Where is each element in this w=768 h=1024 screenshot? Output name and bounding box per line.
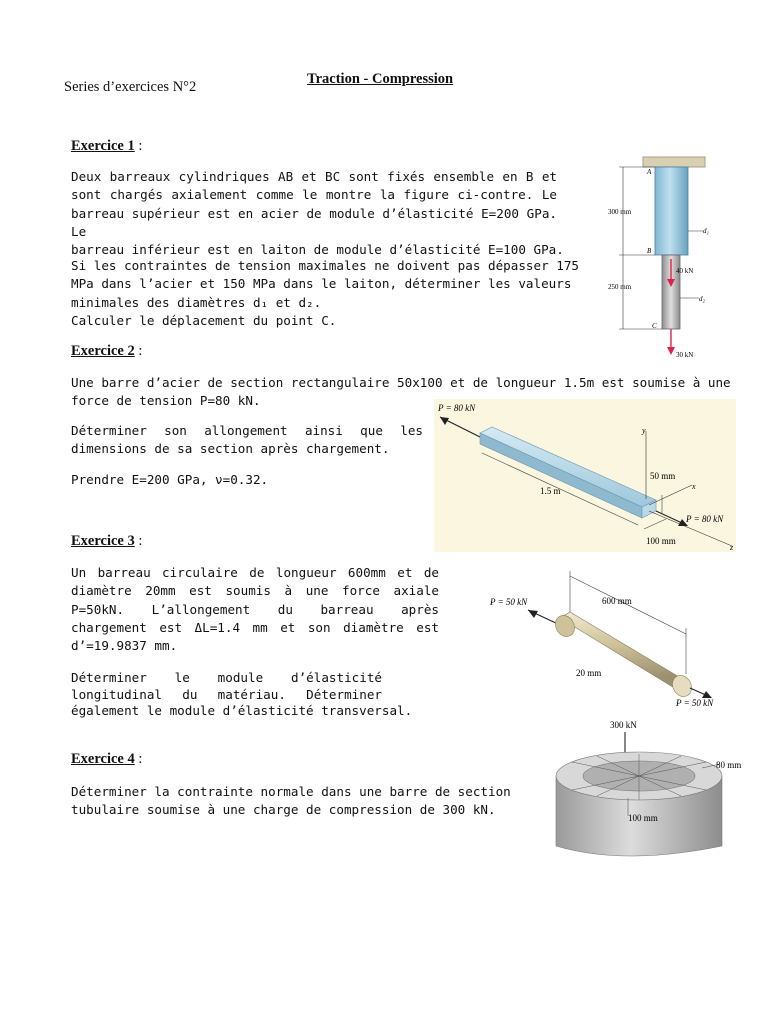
figure-tubular-section-drawing bbox=[552, 716, 742, 856]
outer-dim-label: 100 mm bbox=[628, 813, 658, 823]
inner-dim-label: 80 mm bbox=[716, 760, 742, 770]
exercise-2-heading bbox=[71, 343, 142, 360]
axis-y-label: y bbox=[642, 426, 646, 435]
dim-ab-label: 300 mm bbox=[608, 208, 632, 216]
exercise-2-heading-text: Exercice 2 bbox=[71, 343, 135, 359]
figure-stepped-bar bbox=[607, 155, 717, 360]
text-line: minimales des diamètres d₁ et d₂. bbox=[71, 294, 322, 310]
text-line: barreau supérieur est en acier de module d’élasticité E=200 GPa. Le bbox=[71, 205, 557, 239]
dim-bc-label: 250 mm bbox=[608, 283, 632, 291]
length-label: 600 mm bbox=[602, 596, 632, 606]
text-line: force de tension P=80 kN. bbox=[71, 393, 261, 409]
series-label: Series d’exercices N°2 bbox=[64, 79, 197, 95]
figure-stepped-bar-drawing bbox=[607, 155, 717, 360]
figure-round-bar-drawing bbox=[486, 568, 738, 710]
figure-rectangular-bar-drawing bbox=[434, 399, 736, 552]
load-left-label: P = 80 kN bbox=[438, 403, 476, 413]
exercise-1-heading bbox=[71, 138, 142, 155]
text-line: Si les contraintes de tension maximales ne doivent pas dépasser 175 bbox=[71, 258, 579, 273]
text-line: également le module d’élasticité transversal. bbox=[71, 703, 413, 718]
exercise-1-paragraph-1 bbox=[71, 168, 564, 259]
load-label: 300 kN bbox=[610, 720, 637, 730]
text-line: P=50kN. L’allongement du barreau après bbox=[71, 601, 439, 617]
exercise-2-paragraph-2 bbox=[71, 471, 371, 489]
load-right-label: P = 80 kN bbox=[686, 514, 724, 524]
load-b-label: 40 kN bbox=[676, 267, 694, 275]
text-line: MPa dans l’acier et 150 MPa dans le laiton, déterminer les valeurs bbox=[71, 276, 572, 292]
text-line: Calculer le déplacement du point C. bbox=[71, 312, 337, 328]
load-c-label: 30 kN bbox=[676, 351, 694, 359]
length-label: 1.5 m bbox=[540, 486, 561, 496]
exercise-1-paragraph-2 bbox=[71, 257, 579, 330]
diameter-label: 20 mm bbox=[576, 668, 602, 678]
text-line: Déterminer son allongement ainsi que les bbox=[71, 423, 423, 438]
exercise-4-heading bbox=[71, 751, 142, 768]
point-c-label: C bbox=[652, 322, 657, 330]
text-line: barreau inférieur est en laiton de module d’élasticité E=100 GPa. bbox=[71, 242, 564, 258]
exercise-2-heading-colon: : bbox=[134, 343, 143, 359]
text-line: Un barreau circulaire de longueur 600mm et de bbox=[71, 565, 439, 580]
bar-ab bbox=[655, 167, 688, 255]
figure-tubular-section bbox=[552, 716, 742, 856]
text-line: Déterminer la contrainte normale dans une barre de section bbox=[71, 784, 511, 799]
text-line: diamètre 20mm est soumis à une force axiale bbox=[71, 583, 439, 599]
text-line: Déterminer le module d’élasticité bbox=[71, 670, 382, 685]
exercise-3-paragraph-1 bbox=[71, 564, 439, 655]
load-left-label: P = 50 kN bbox=[490, 597, 528, 607]
exercise-4-paragraph-1 bbox=[71, 783, 511, 820]
exercise-3-heading bbox=[71, 533, 142, 550]
text-line: tubulaire soumise à une charge de compression de 300 kN. bbox=[71, 802, 496, 818]
text-line: Deux barreaux cylindriques AB et BC sont fixés ensemble en B et bbox=[71, 169, 557, 184]
text-line: dimensions de sa section après chargement. bbox=[71, 441, 390, 457]
text-line: longitudinal du matériau. Déterminer bbox=[71, 686, 382, 702]
text-line: sont chargés axialement comme le montre la figure ci-contre. Le bbox=[71, 187, 557, 203]
exercise-1-heading-text: Exercice 1 bbox=[71, 138, 135, 154]
d2-label: d₂ bbox=[699, 295, 705, 303]
fixed-support bbox=[643, 157, 705, 167]
page-title: Traction - Compression bbox=[307, 71, 454, 87]
exercise-4-heading-text: Exercice 4 bbox=[71, 751, 135, 767]
exercise-3-paragraph-2 bbox=[71, 670, 413, 720]
text-line: Prendre E=200 GPa, ν=0.32. bbox=[71, 472, 269, 487]
point-b-label: B bbox=[647, 247, 652, 255]
exercise-3-heading-colon: : bbox=[134, 533, 143, 549]
exercise-1-heading-colon: : bbox=[134, 138, 143, 154]
load-right-arrow bbox=[656, 511, 682, 523]
text-line: chargement est ΔL=1.4 mm et son diamètre est bbox=[71, 619, 439, 635]
text-line: Une barre d’acier de section rectangulaire 50x100 et de longueur 1.5m est soumise à une bbox=[71, 375, 731, 390]
figure-round-bar bbox=[486, 568, 738, 710]
figure-rectangular-bar bbox=[434, 399, 736, 552]
exercise-4-heading-colon: : bbox=[134, 751, 143, 767]
point-a-label: A bbox=[647, 168, 652, 176]
exercise-2-paragraph-1 bbox=[71, 422, 423, 459]
height-label: 50 mm bbox=[650, 471, 676, 481]
axis-z-label: z bbox=[730, 543, 734, 552]
load-right-label: P = 50 kN bbox=[676, 698, 714, 708]
d1-label: d₁ bbox=[703, 227, 709, 235]
width-label: 100 mm bbox=[646, 536, 676, 546]
exercise-3-heading-text: Exercice 3 bbox=[71, 533, 135, 549]
text-line: d’=19.9837 mm. bbox=[71, 638, 178, 654]
axis-x-label: x bbox=[692, 482, 696, 491]
